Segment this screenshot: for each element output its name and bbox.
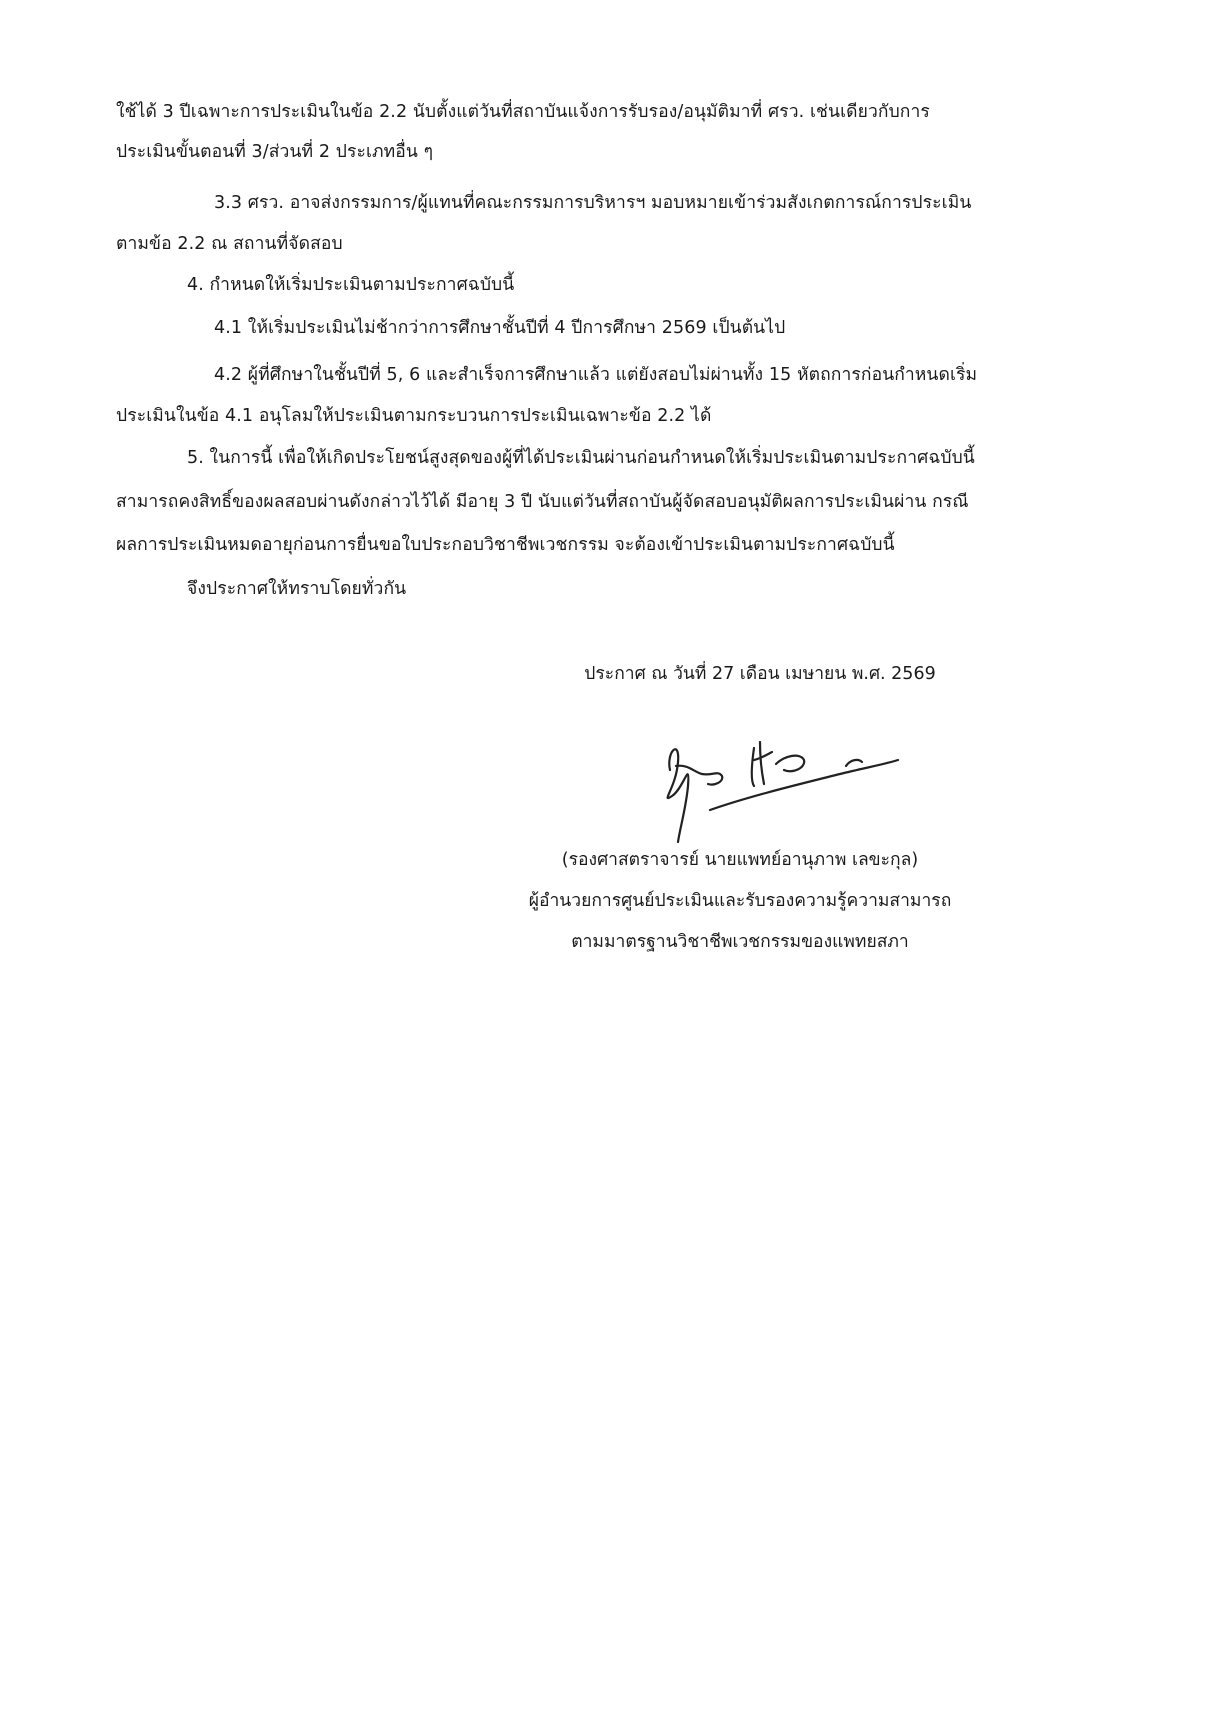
- body-line-6: 4.1 ให้เริ่มประเมินไม่ช้ากว่าการศึกษาชั้นปีที่ 4 ปีการศึกษา 2569 เป็นต้นไป: [214, 318, 786, 338]
- signatory-title-line-2: ตามมาตรฐานวิชาชีพเวชกรรมของแพทยสภา: [571, 932, 909, 952]
- body-line-12: จึงประกาศให้ทราบโดยทั่วกัน: [187, 579, 407, 599]
- body-line-8: ประเมินในข้อ 4.1 อนุโลมให้ประเมินตามกระบวนการประเมินเฉพาะข้อ 2.2 ได้: [116, 406, 712, 426]
- signature-image: [650, 700, 910, 850]
- announcement-date: ประกาศ ณ วันที่ 27 เดือน เมษายน พ.ศ. 2569: [584, 664, 936, 684]
- body-line-4: ตามข้อ 2.2 ณ สถานที่จัดสอบ: [116, 234, 343, 254]
- body-line-1: ใช้ได้ 3 ปีเฉพาะการประเมินในข้อ 2.2 นับตั้งแต่วันที่สถาบันแจ้งการรับรอง/อนุมัติมาที่ ศรว. เช่นเดียวกับการ: [116, 102, 930, 122]
- body-line-7: 4.2 ผู้ที่ศึกษาในชั้นปีที่ 5, 6 และสำเร็จการศึกษาแล้ว แต่ยังสอบไม่ผ่านทั้ง 15 หัตถการก่อนกำหนดเริ่ม: [214, 365, 978, 385]
- body-line-2: ประเมินขั้นตอนที่ 3/ส่วนที่ 2 ประเภทอื่น ๆ: [116, 142, 434, 162]
- body-line-10: สามารถคงสิทธิ์ของผลสอบผ่านดังกล่าวไว้ได้ มีอายุ 3 ปี นับแต่วันที่สถาบันผู้จัดสอบอนุมัติผลการประเมินผ่าน กรณี: [116, 492, 969, 512]
- body-line-9: 5. ในการนี้ เพื่อให้เกิดประโยชน์สูงสุดของผู้ที่ได้ประเมินผ่านก่อนกำหนดให้เริ่มประเมินตามประกาศฉบับนี้: [187, 448, 975, 468]
- body-line-5: 4. กำหนดให้เริ่มประเมินตามประกาศฉบับนี้: [187, 275, 515, 295]
- signatory-name: (รองศาสตราจารย์ นายแพทย์อานุภาพ เลขะกุล): [561, 850, 919, 870]
- body-line-3: 3.3 ศรว. อาจส่งกรรมการ/ผู้แทนที่คณะกรรมการบริหารฯ มอบหมายเข้าร่วมสังเกตการณ์การประเมิน: [214, 193, 972, 213]
- body-line-11: ผลการประเมินหมดอายุก่อนการยื่นขอใบประกอบวิชาชีพเวชกรรม จะต้องเข้าประเมินตามประกาศฉบับนี้: [116, 535, 895, 555]
- signatory-title-line-1: ผู้อำนวยการศูนย์ประเมินและรับรองความรู้ความสามารถ: [528, 891, 952, 911]
